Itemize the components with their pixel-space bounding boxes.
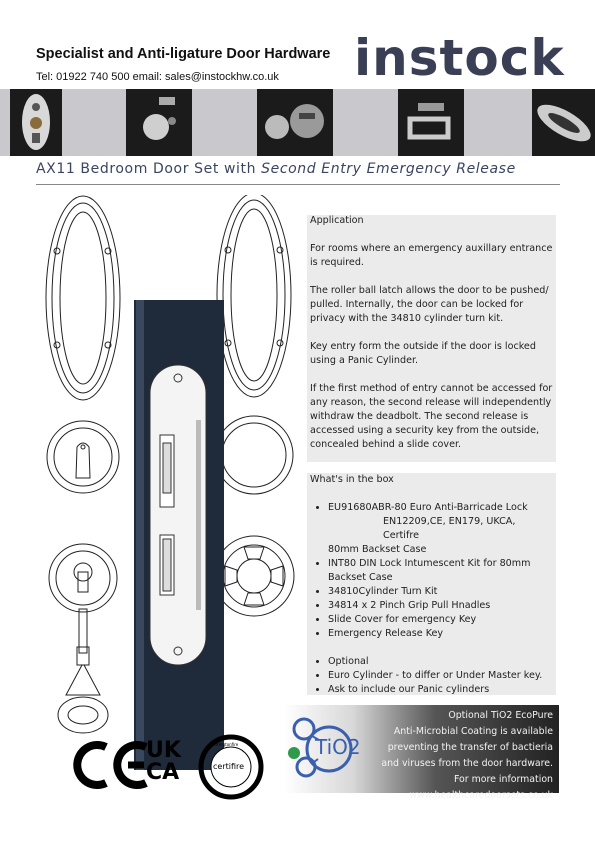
ukca-mark: UK CA xyxy=(146,738,181,785)
list-item: • Euro Cylinder - to differ or Under Master key. xyxy=(328,669,553,683)
contact-details: Tel: 01922 740 500 email: sales@instockhw.co.uk xyxy=(36,71,279,83)
product-photo-5 xyxy=(532,89,595,156)
tio2-coating-box xyxy=(284,705,559,801)
contents-list xyxy=(310,501,553,641)
optional-list xyxy=(310,655,553,697)
website-link[interactable]: www.healthcaredoorsets.co.uk xyxy=(409,790,553,801)
euro-escutcheon-drawing xyxy=(49,544,117,612)
company-tagline: Specialist and Anti-ligature Door Hardware xyxy=(36,46,331,62)
product-photo-2 xyxy=(126,89,192,156)
list-item: • Slide Cover for emergency Key xyxy=(328,613,553,627)
product-photo-4 xyxy=(398,89,464,156)
document-title: AX11 Bedroom Door Set with Second Entry Emergency Release xyxy=(36,161,516,177)
emergency-key-drawing xyxy=(58,609,108,733)
application-paragraph: If the first method of entry cannot be accessed for any reason, the second release will independently withdraw the deadbolt. The second release is accessed using a security key from the outside, concealed behind a slide cover. xyxy=(310,383,553,450)
list-item: • EU91680ABR-80 Euro Anti-Barricade Lock EN12209,CE, EN179, UKCA, Certifre 80mm Backset Case xyxy=(328,501,553,557)
application-panel xyxy=(307,215,556,462)
product-photo-1 xyxy=(10,89,62,156)
application-heading: Application xyxy=(310,215,364,226)
certifire-label: certifire xyxy=(213,762,245,771)
technical-drawings xyxy=(36,195,301,805)
thumb-turn-drawing xyxy=(47,421,119,493)
list-item: • Emergency Release Key xyxy=(328,627,553,641)
application-paragraph: The roller ball latch allows the door to be pushed/ pulled. Internally, the door can be locked for privacy with the 34810 cylinder turn kit. xyxy=(310,285,549,324)
list-item: • INT80 DIN Lock Intumescent Kit for 80mm Backset Case xyxy=(328,557,553,585)
tio2-info-text: Optional TiO2 EcoPure Anti-Microbial Coating is available preventing the transfer of bactieria and viruses from the door hardware. For more information www.healthcaredoorsets.co.uk xyxy=(381,708,553,804)
application-paragraph: For rooms where an emergency auxillary entrance is required. xyxy=(310,243,553,268)
list-item: • Optional xyxy=(328,655,553,669)
product-photo-3 xyxy=(257,89,333,156)
slide-cover-drawing xyxy=(215,416,293,494)
contents-heading: What's in the box xyxy=(310,474,394,485)
pull-handle-plate-drawing xyxy=(46,196,120,400)
product-photo-banner xyxy=(0,89,595,156)
contents-panel xyxy=(307,473,556,695)
application-paragraph: Key entry form the outside if the door is locked using a Panic Cylinder. xyxy=(310,341,536,366)
list-item: • Ask to include our Panic cylinders xyxy=(328,683,553,697)
list-item: • 34810Cylinder Turn Kit xyxy=(328,585,553,599)
instock-logo: instock xyxy=(354,29,565,87)
title-divider xyxy=(36,184,560,185)
list-item: • 34814 x 2 Pinch Grip Pull Hnadles xyxy=(328,599,553,613)
lock-case-drawing xyxy=(134,300,224,770)
certifire-ring-text: warringtonfire xyxy=(210,742,239,747)
panic-cylinder-drawing xyxy=(214,536,294,616)
pull-handle-plate-drawing-outside xyxy=(217,195,291,397)
tio2-logo-text: TiO2 xyxy=(315,735,361,759)
